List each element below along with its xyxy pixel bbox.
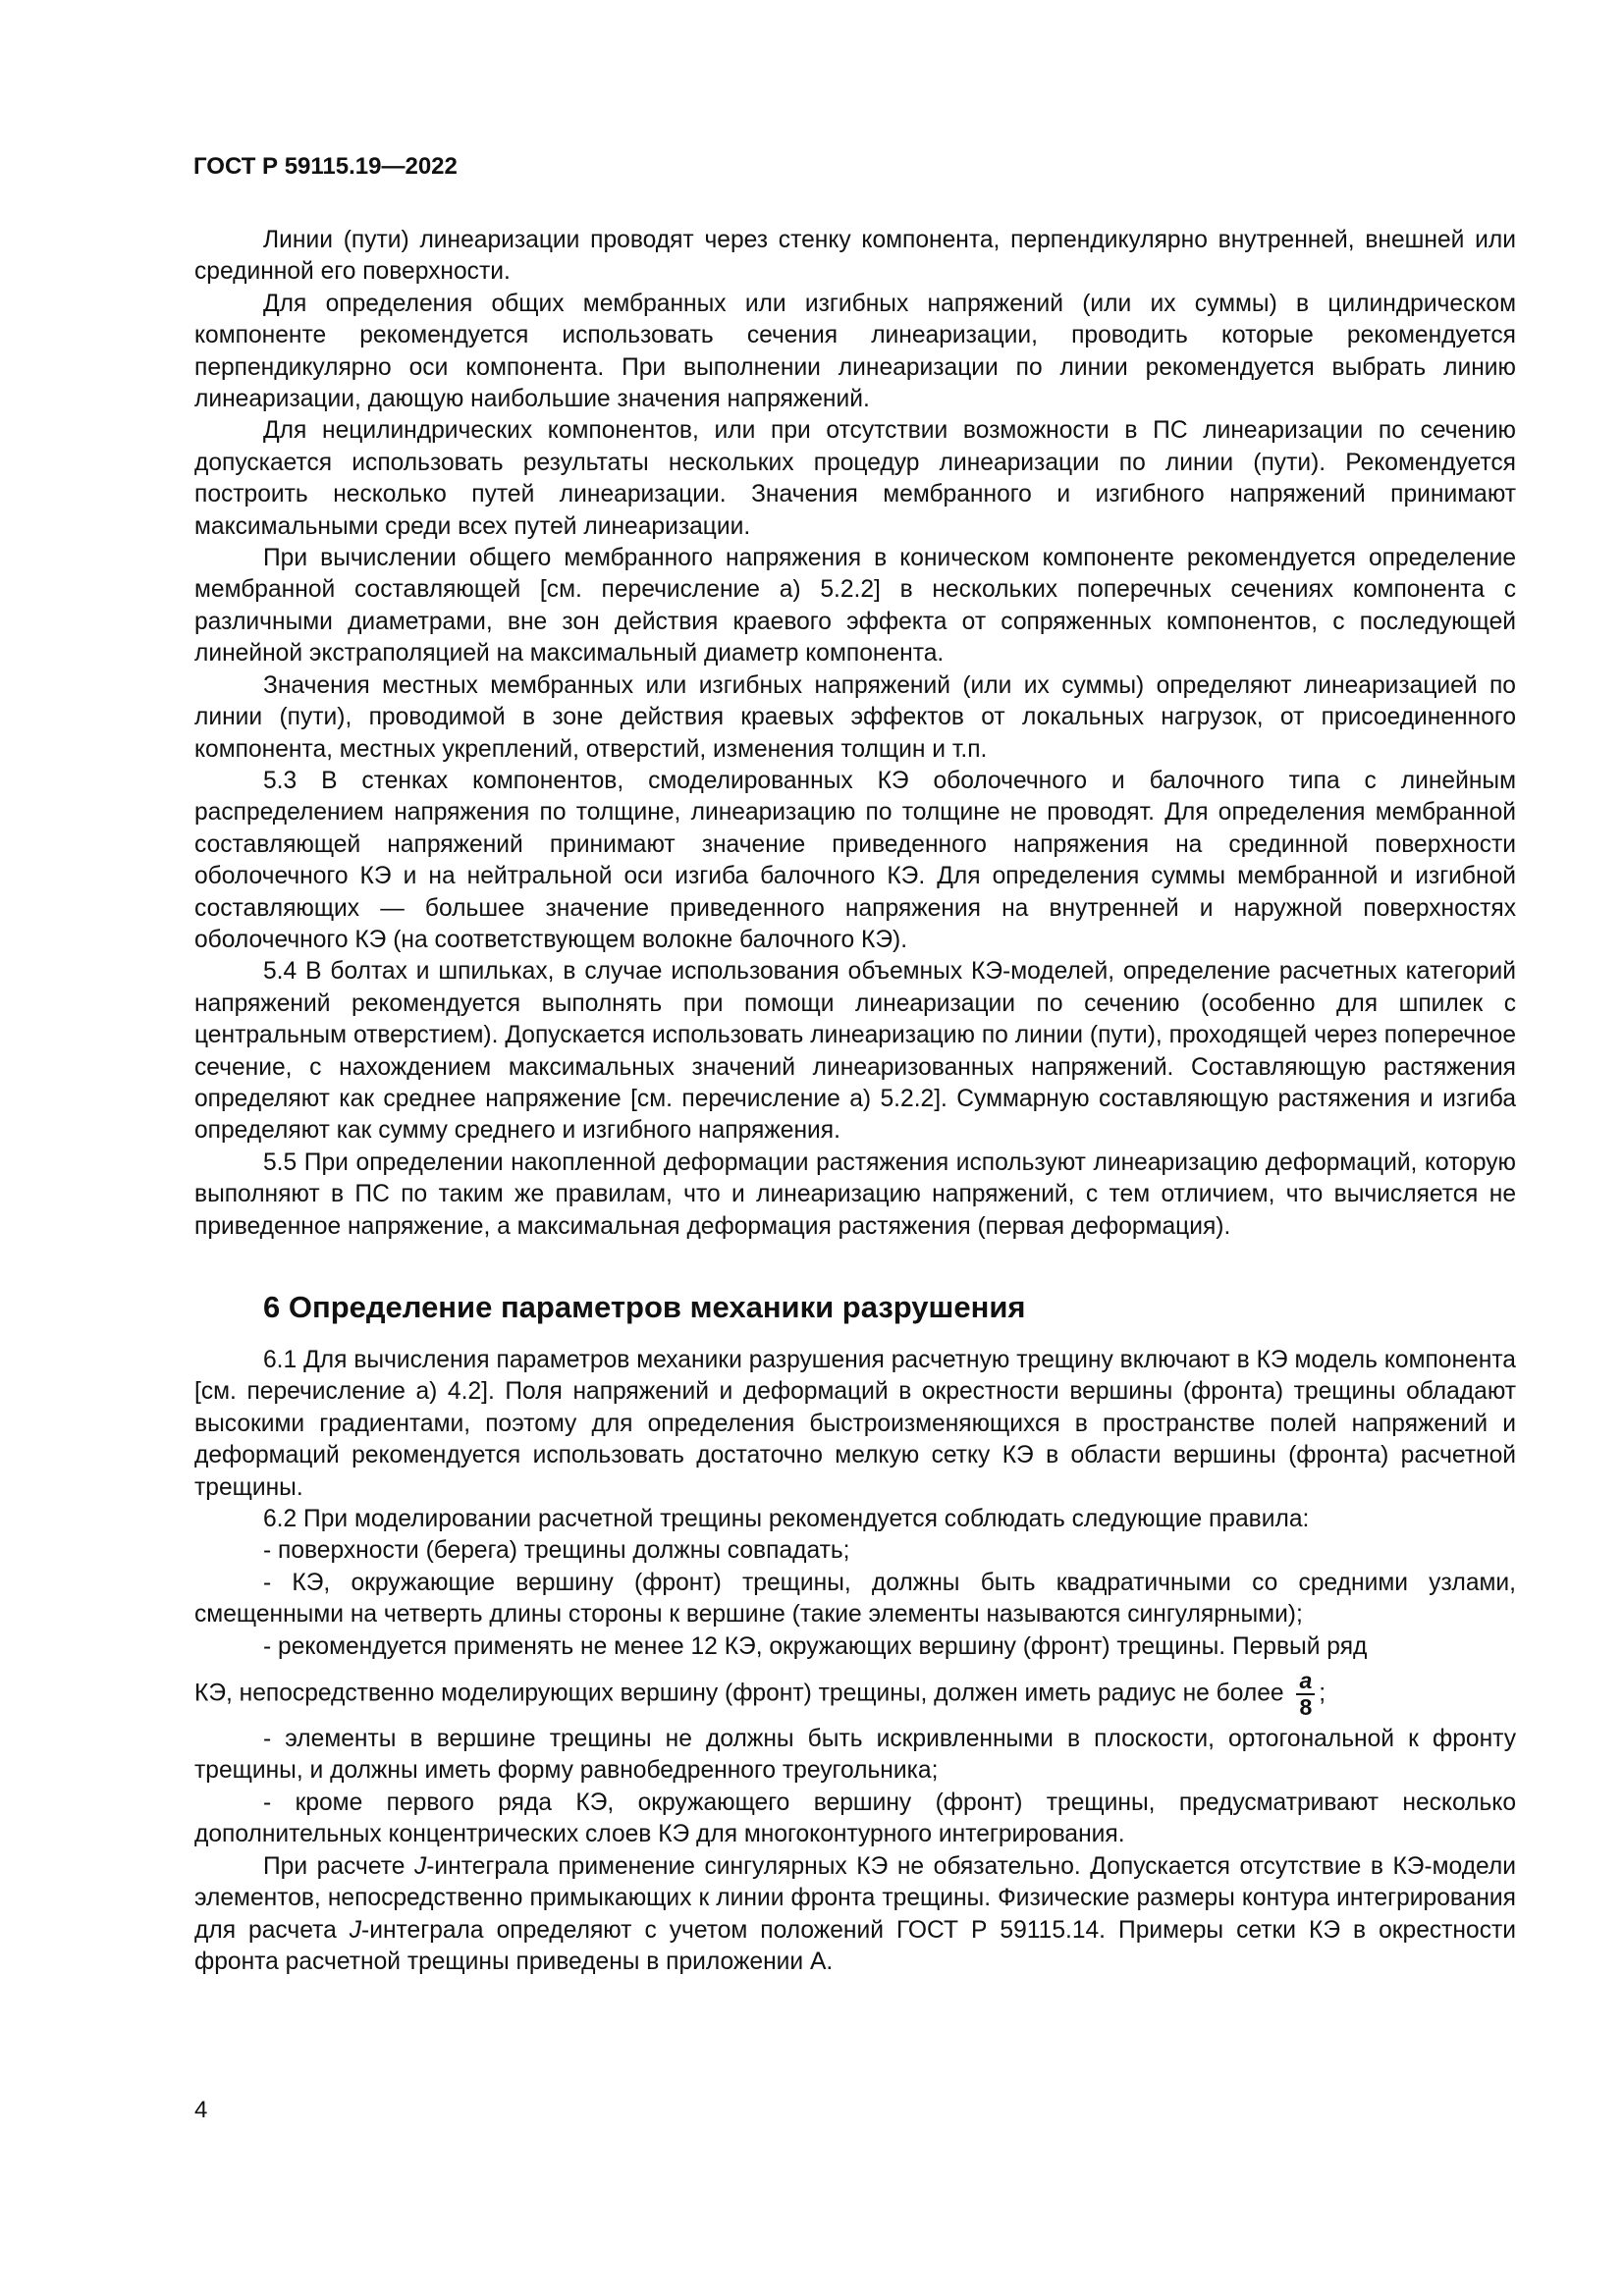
list-item-continuation (194, 1669, 1516, 1720)
text-run: -интеграла определяют с учетом положений ГОСТ Р 59115.14. Примеры сетки КЭ в окрестности фронта расчетной трещины приведены в приложении А. (194, 1916, 1516, 1975)
j-symbol: J (413, 1852, 427, 1880)
paragraph: Для определения общих мембранных или изгибных напряжений (или их суммы) в цилиндрическом компоненте рекомендуется использовать сечения линеаризации, проводить которые рекомендуется перпендикулярно оси компонента. При выполнении линеаризации по линии рекомендуется выбрать линию линеаризации, дающую наибольшие значения напряжений. (194, 290, 1516, 413)
paragraph: Значения местных мембранных или изгибных напряжений (или их суммы) определяют линеаризацией по линии (пути), проводимой в зоне действия краевых эффектов от локальных нагрузок, от присоединенного компонента, местных укреплений, отверстий, изменения толщин и т.п. (194, 671, 1516, 763)
text-run: При расчете (263, 1852, 414, 1880)
paragraph-5-5: 5.5 При определении накопленной деформации растяжения используют линеаризацию деформаций, которую выполняют в ПС по таким же правилам, что и линеаризацию напряжений, с тем отличием, что вычисляется не приведенное напряжение, а максимальная деформация растяжения (первая деформация). (194, 1148, 1516, 1240)
list-item: - элементы в вершине трещины не должны быть искривленными в плоскости, ортогональной к фронту трещины, и должны иметь форму равнобедренного треугольника; (194, 1726, 1516, 1785)
body-text (194, 225, 1516, 1978)
paragraph-6-1: 6.1 Для вычисления параметров механики разрушения расчетную трещину включают в КЭ модель компонента [см. перечисление а) 4.2]. Поля напряжений и деформаций в окрестности вершины (фронта) трещины обладают высокими градиентами, поэтому для определения быстроизменяющихся в пространстве полей напряжений и деформаций рекомендуется использовать достаточно мелкую сетку КЭ в области вершины (фронта) расчетной трещины. (194, 1347, 1516, 1501)
paragraph: При вычислении общего мембранного напряжения в коническом компоненте рекомендуется определение мембранной составляющей [см. перечисление а) 5.2.2] в нескольких поперечных сечениях компонента с различными диаметрами, вне зон действия краевого эффекта от сопряженных компонентов, с последующей линейной экстраполяцией на максимальный диаметр компонента. (194, 545, 1516, 667)
text-run: -интеграла применение сингулярных КЭ не обязательно. Допускается отсутствие в КЭ-модели элементов, непосредственно примыкающих к линии фронта трещины. Физические размеры контура интегрирования для расчета (194, 1852, 1516, 1944)
paragraph-5-4: 5.4 В болтах и шпильках, в случае использования объемных КЭ-моделей, определение расчетных категорий напряжений рекомендуется выполнять при помощи линеаризации по сечению (особенно для шпилек с центральным отверстием). Допускается использовать линеаризацию по линии (пути), проходящей через поперечное сечение, с нахождением максимальных значений линеаризованных напряжений. Составляющую растяжения определяют как среднее напряжение [см. перечисление а) 5.2.2]. Суммарную составляющую растяжения и изгиба определяют как сумму среднего и изгибного напряжения. (194, 958, 1516, 1145)
page-number: 4 (194, 2097, 208, 2123)
list-item-text: КЭ, непосредственно моделирующих вершину (фронт) трещины, должен иметь радиус не более (194, 1680, 1284, 1707)
section-6-title: 6 Определение параметров механики разрушения (263, 1290, 1026, 1324)
fraction-denominator: 8 (1299, 1694, 1313, 1721)
list-item: - рекомендуется применять не менее 12 КЭ, окружающих вершину (фронт) трещины. Первый ряд (263, 1632, 1368, 1660)
list-item: - кроме первого ряда КЭ, окружающего вершину (фронт) трещины, предусматривают несколько дополнительных концентрических слоев КЭ для многоконтурного интегрирования. (194, 1789, 1516, 1848)
fraction-numerator: a (1296, 1669, 1315, 1695)
list-item: - поверхности (берега) трещины должны совпадать; (263, 1537, 850, 1565)
paragraph-6-2: 6.2 При моделировании расчетной трещины рекомендуется соблюдать следующие правила: (263, 1506, 1310, 1533)
fraction-a-over-8 (1296, 1669, 1315, 1720)
semicolon: ; (1319, 1680, 1326, 1707)
j-symbol: J (349, 1916, 362, 1944)
paragraph-5-3: 5.3 В стенках компонентов, смоделированных КЭ оболочечного и балочного типа с линейным распределением напряжения по толщине, линеаризацию по толщине не проводят. Для определения мембранной составляющей напряжений принимают значение приведенного напряжения на срединной поверхности оболочечного КЭ и на нейтральной оси изгиба балочного КЭ. Для определения суммы мембранной и изгибной составляющих — большее значение приведенного напряжения на внутренней и наружной поверхностях оболочечного КЭ (на соответствующем волокне балочного КЭ). (194, 767, 1516, 953)
paragraph: Для нецилиндрических компонентов, или при отсутствии возможности в ПС линеаризации по сечению допускается использовать результаты нескольких процедур линеаризации по линии (пути). Рекомендуется построить несколько путей линеаризации. Значения мембранного и изгибного напряжений принимают максимальными среди всех путей линеаризации. (194, 417, 1516, 540)
paragraph: Линии (пути) линеаризации проводят через стенку компонента, перпендикулярно внутренней, внешней или срединной его поверхности. (194, 227, 1516, 286)
paragraph-j-integral (194, 1851, 1516, 1979)
document-header: ГОСТ Р 59115.19—2022 (193, 153, 458, 180)
list-item: - КЭ, окружающие вершину (фронт) трещины, должны быть квадратичными со средними узлами, смещенными на четверть длины стороны к вершине (такие элементы называются сингулярными); (194, 1569, 1516, 1629)
